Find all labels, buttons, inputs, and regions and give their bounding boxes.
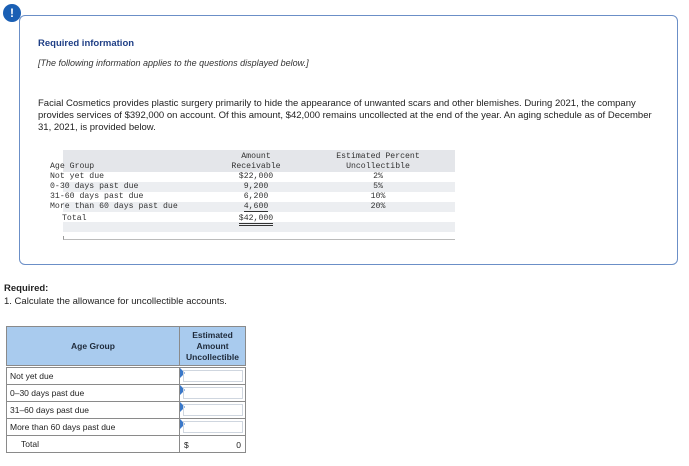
answer-input-31-60-days[interactable] (180, 402, 246, 419)
answer-input-more-than-60-days[interactable] (180, 419, 246, 436)
answer-input-not-yet-due[interactable] (180, 368, 246, 385)
aging-header-amount-2: Receivable (231, 162, 281, 171)
aging-row-amount: 9,200 (243, 182, 269, 191)
required-information-panel (19, 15, 678, 265)
aging-row-pct: 2% (373, 172, 383, 181)
answer-header-est-line3: Uncollectible (186, 351, 239, 362)
aging-total-label: Total (62, 214, 87, 223)
answer-row (7, 402, 246, 419)
answer-input-box[interactable] (183, 387, 243, 399)
aging-row-pct: 20% (370, 202, 386, 211)
answer-total-label: Total (7, 436, 180, 453)
aging-row-group: 31-60 days past due (50, 192, 144, 201)
aging-row-pct: 10% (370, 192, 386, 201)
answer-input-box[interactable] (183, 370, 243, 382)
aging-row-amount: 6,200 (243, 192, 269, 201)
answer-header-estimated (180, 327, 246, 366)
answer-header-group: Age Group (7, 327, 180, 366)
requirement-text: 1. Calculate the allowance for uncollectible accounts. (4, 296, 227, 307)
aging-total-amount (216, 214, 296, 223)
aging-header-pct-2: Uncollectible (346, 162, 410, 171)
answer-table (6, 326, 246, 453)
answer-row-label: 31–60 days past due (7, 402, 180, 419)
answer-total-value (180, 436, 246, 453)
aging-row-group: Not yet due (50, 172, 105, 181)
answer-row-label: Not yet due (7, 368, 180, 385)
aging-total-amount-value: $42,000 (239, 214, 273, 226)
aging-row-amount-value: 4,600 (243, 202, 269, 211)
aging-row-amount: $22,000 (238, 172, 274, 181)
answer-row (7, 368, 246, 385)
aging-schedule-table (38, 150, 428, 241)
required-label: Required: (4, 283, 49, 294)
info-subtitle: [The following information applies to the questions displayed below.] (38, 58, 309, 68)
alert-icon: ! (3, 4, 21, 22)
answer-row (7, 419, 246, 436)
aging-row-group: More than 60 days past due (50, 202, 178, 211)
aging-row-group: 0-30 days past due (50, 182, 139, 191)
answer-row-label: More than 60 days past due (7, 419, 180, 436)
answer-input-0-30-days[interactable] (180, 385, 246, 402)
answer-header-est-line2: Amount (196, 340, 229, 351)
answer-total-row (7, 436, 246, 453)
total-amount: 0 (236, 440, 241, 450)
answer-row (7, 385, 246, 402)
aging-header-amount-1: Amount (241, 152, 271, 161)
info-title: Required information (38, 38, 135, 49)
aging-row-pct: 5% (373, 182, 383, 191)
answer-header-est-line1: Estimated (192, 329, 233, 340)
aging-header-group: Age Group (50, 162, 95, 171)
info-paragraph: Facial Cosmetics provides plastic surgery primarily to hide the appearance of unwanted scars and other blemishes. During 2021, the company provides services of $392,000 on account. Of this amount, $42,000 remains uncollected at the end of the year. An aging schedule as of December 31, 2021, is provided below. (38, 98, 652, 133)
currency-symbol: $ (184, 440, 189, 450)
answer-input-box[interactable] (183, 421, 243, 433)
aging-header-pct-1: Estimated Percent (336, 152, 420, 161)
aging-row-amount (234, 202, 278, 211)
answer-row-label: 0–30 days past due (7, 385, 180, 402)
answer-input-box[interactable] (183, 404, 243, 416)
aging-bottom-rule (63, 236, 455, 240)
